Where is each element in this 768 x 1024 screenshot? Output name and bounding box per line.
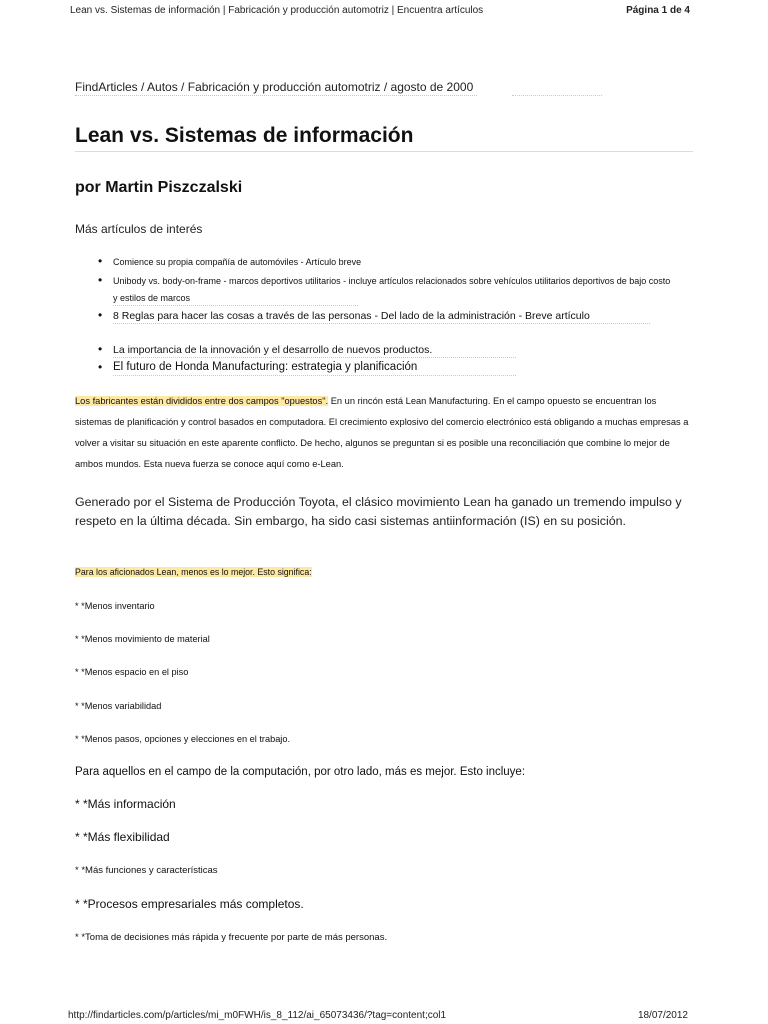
related-articles-heading: Más artículos de interés — [75, 222, 203, 236]
list-item: * *Menos variabilidad — [75, 701, 162, 711]
article-paragraph: Generado por el Sistema de Producción Toyota, el clásico movimiento Lean ha ganado un tremendo impulso y respeto en la última década. Sin embargo, ha sido casi sistemas antiinformación (IS) en su posición. — [75, 495, 682, 528]
breadcrumb-item-category[interactable]: Fabricación y producción automotriz — [187, 80, 381, 94]
it-intro: Para aquellos en el campo de la computación, por otro lado, más es mejor. Esto incluye: — [75, 766, 526, 778]
list-item: * *Toma de decisiones más rápida y frecuente por parte de más personas. — [75, 932, 388, 943]
breadcrumb-underline-tail — [512, 95, 602, 96]
lean-intro — [75, 567, 312, 577]
link-underline — [113, 375, 516, 376]
breadcrumb-item-issue-date[interactable]: agosto de 2000 — [390, 80, 474, 94]
list-bullet: • — [98, 254, 103, 268]
print-footer-url: http://findarticles.com/p/articles/mi_m0FWH/is_8_112/ai_65073436/?tag=content;col1 — [68, 1010, 447, 1021]
title-divider — [75, 151, 693, 152]
link-underline — [113, 305, 358, 306]
list-item: * *Menos inventario — [75, 601, 155, 611]
list-item: * *Menos movimiento de material — [75, 634, 210, 644]
link-underline — [113, 357, 516, 358]
breadcrumb-separator: / — [137, 80, 148, 94]
link-underline — [113, 323, 650, 324]
print-header-page-number: Página 1 de 4 — [626, 5, 690, 16]
list-bullet: • — [98, 342, 103, 356]
breadcrumb-underline — [75, 95, 477, 96]
related-article-link[interactable]: El futuro de Honda Manufacturing: estrategia y planificación — [113, 361, 418, 373]
list-bullet: • — [98, 273, 103, 287]
list-item: * *Menos pasos, opciones y elecciones en el trabajo. — [75, 734, 291, 744]
list-item: * *Más información — [75, 797, 176, 811]
author-byline: por Martin Piszczalski — [75, 179, 243, 196]
print-footer-date: 18/07/2012 — [637, 1010, 688, 1021]
list-item: * *Procesos empresariales más completos. — [75, 897, 304, 911]
breadcrumb-item-findarticles[interactable]: FindArticles — [75, 80, 138, 94]
list-item: * *Más flexibilidad — [75, 830, 170, 844]
highlighted-sentence: Para los aficionados Lean, menos es lo mejor. Esto significa: — [75, 567, 312, 577]
breadcrumb — [75, 80, 473, 94]
page-title: Lean vs. Sistemas de información — [75, 124, 414, 147]
paragraph-text: En un rincón está Lean Manufacturing. En el campo opuesto se encuentran los sistemas de planificación y control basados en computadora. El crecimiento explosivo del comercio electrónico está obligando a muchas empresas a volver a visitar su situación en este aparente conflicto. De hecho, algunos se preguntan si es posible una reconciliación que combine lo mejor de ambos mundos. Esta nueva fuerza se conoce aquí como e-Lean. — [75, 396, 689, 469]
breadcrumb-separator: / — [380, 80, 391, 94]
related-article-link[interactable]: Comience su propia compañía de automóviles - Artículo breve — [113, 257, 362, 267]
list-item: * *Menos espacio en el piso — [75, 667, 189, 677]
print-header-title: Lean vs. Sistemas de información | Fabricación y producción automotriz | Encuentra artículos — [70, 5, 484, 16]
list-bullet: • — [98, 360, 103, 374]
list-item: * *Más funciones y características — [75, 865, 218, 876]
highlighted-sentence: Los fabricantes están divididos entre dos campos "opuestos". — [75, 396, 329, 406]
article-paragraph — [75, 391, 695, 475]
list-bullet: • — [98, 308, 103, 322]
breadcrumb-item-autos[interactable]: Autos — [147, 80, 178, 94]
related-article-link[interactable]: 8 Reglas para hacer las cosas a través de las personas - Del lado de la administración - Breve artículo — [113, 310, 590, 322]
related-article-link[interactable]: La importancia de la innovación y el desarrollo de nuevos productos. — [113, 344, 433, 356]
related-article-link-continued[interactable]: y estilos de marcos — [113, 293, 191, 303]
related-article-link[interactable]: Unibody vs. body-on-frame - marcos deportivos utilitarios - incluye artículos relacionados sobre vehículos utilitarios deportivos de bajo costo — [113, 276, 671, 286]
breadcrumb-separator: / — [177, 80, 188, 94]
